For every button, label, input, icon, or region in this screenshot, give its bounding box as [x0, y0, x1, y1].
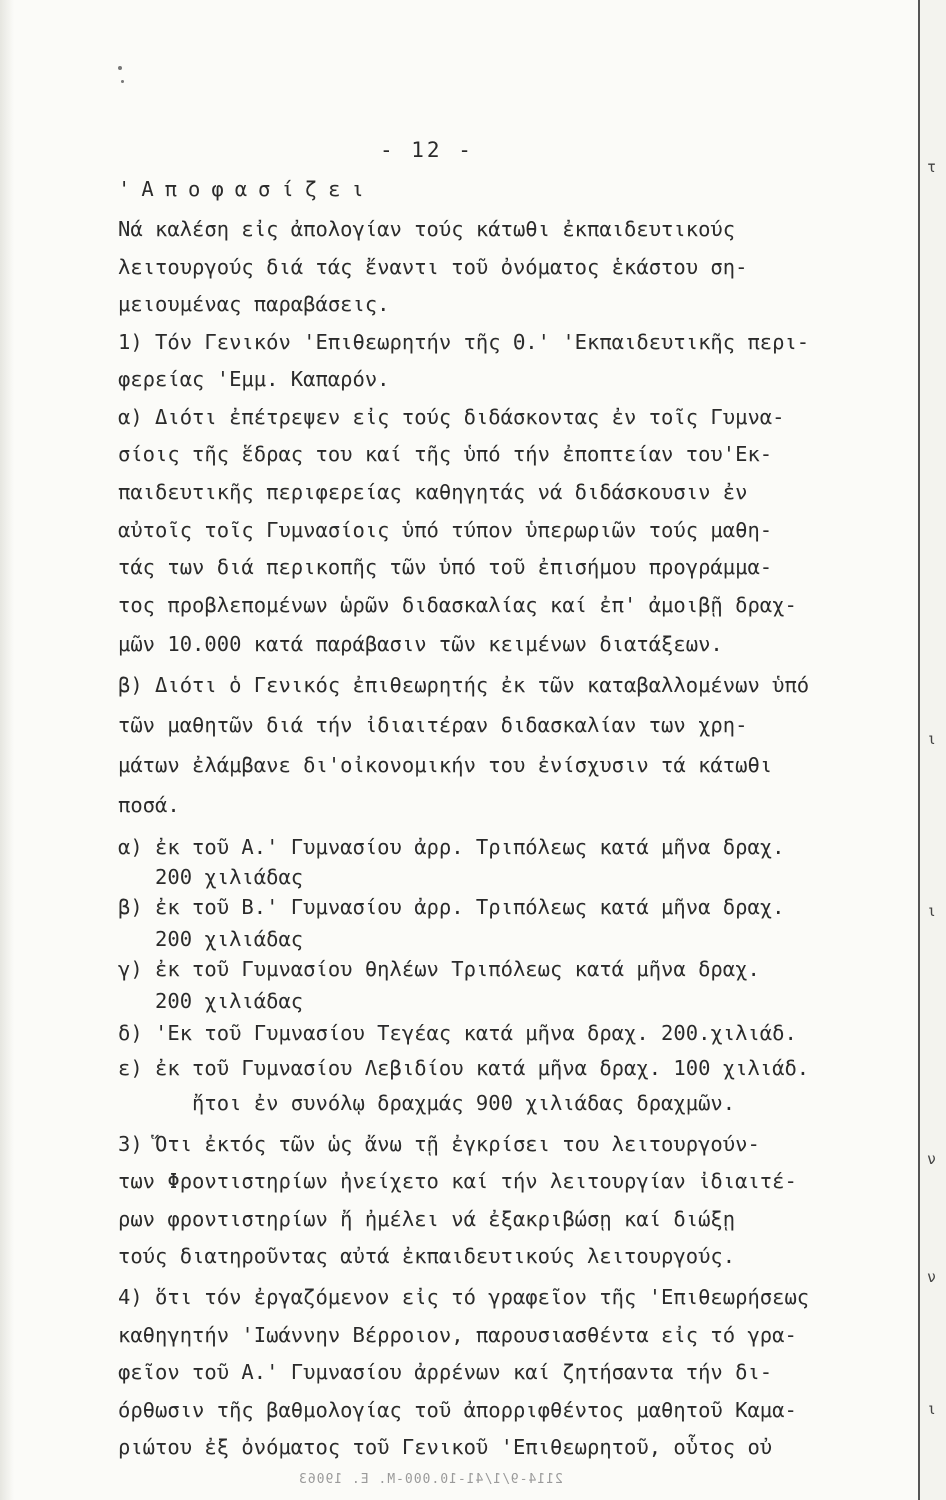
- margin-mark: τ: [927, 158, 937, 176]
- text-line: μῶν 10.000 κατά παράβασιν τῶν κειμένων διατάξεων.: [118, 632, 723, 656]
- text-line: β) Διότι ὁ Γενικός ἐπιθεωρητής ἐκ τῶν καταβαλλομένων ὑπό: [118, 673, 810, 697]
- text-line: ριώτου ἐξ ὀνόματος τοῦ Γενικοῦ 'Επιθεωρητοῦ, οὗτος οὐ: [118, 1435, 773, 1459]
- text-line: αὐτοῖς τοῖς Γυμνασίοις ὑπό τύπον ὑπερωριῶν τούς μαθη-: [118, 518, 773, 542]
- sub-item-line: β) ἐκ τοῦ Β.' Γυμνασίου ἀρρ. Τριπόλεως κατά μῆνα δραχ.: [118, 895, 785, 919]
- sub-item-line: ε) ἐκ τοῦ Γυμνασίου Λεβιδίου κατά μῆνα δραχ. 100 χιλιάδ.: [118, 1056, 810, 1080]
- text-line: φεῖον τοῦ Α.' Γυμνασίου ἀρρένων καί ζητήσαντα τήν δι-: [118, 1360, 773, 1384]
- sub-item-line: α) ἐκ τοῦ Α.' Γυμνασίου ἀρρ. Τριπόλεως κατά μῆνα δραχ.: [118, 835, 785, 859]
- text-line: όρθωσιν τῆς βαθμολογίας τοῦ ἀπορριφθέντος μαθητοῦ Καμα-: [118, 1398, 797, 1422]
- text-line: α) Διότι ἐπέτρεψεν εἰς τούς διδάσκοντας ἐν τοῖς Γυμνα-: [118, 405, 785, 429]
- text-line: καθηγητήν 'Ιωάννην Βέρροιον, παρουσιασθέντα εἰς τό γρα-: [118, 1323, 797, 1347]
- sub-item-line: 200 χιλιάδας: [118, 989, 304, 1013]
- margin-mark: ν: [927, 1150, 937, 1168]
- text-line: 3) Ὅτι ἐκτός τῶν ὡς ἄνω τῇ ἐγκρίσει του λειτουργούν-: [118, 1132, 760, 1156]
- heading-decides: 'Αποφασίζει: [118, 177, 375, 201]
- total-line: ἤτοι ἐν συνόλῳ δραχμάς 900 χιλιάδας δραχμῶν.: [118, 1091, 736, 1115]
- printer-imprint: 2114-9/1/41-10.000-M. E. 19063: [298, 1472, 563, 1487]
- text-line: τῶν μαθητῶν διά τήν ἰδιαιτέραν διδασκαλίαν των χρη-: [118, 713, 748, 737]
- text-line: μειουμένας παραβάσεις.: [118, 292, 390, 316]
- text-line: σίοις τῆς ἕδρας του καί τῆς ὑπό τήν ἐποπτείαν του'Εκ-: [118, 442, 773, 466]
- ink-speck: [118, 66, 122, 70]
- sub-item-line: δ) 'Εκ τοῦ Γυμνασίου Τεγέας κατά μῆνα δραχ. 200.χιλιάδ.: [118, 1021, 797, 1045]
- text-line: ποσά.: [118, 793, 180, 817]
- text-line: τούς διατηροῦντας αὐτά ἐκπαιδευτικούς λειτουργούς.: [118, 1244, 736, 1268]
- sub-item-line: γ) ἐκ τοῦ Γυμνασίου θηλέων Τριπόλεως κατά μῆνα δραχ.: [118, 957, 760, 981]
- text-line: Νά καλέση εἰς ἀπολογίαν τούς κάτωθι ἐκπαιδευτικούς: [118, 217, 736, 241]
- margin-mark: ι: [927, 902, 937, 920]
- page-left-edge: [0, 0, 14, 1500]
- text-line: τος προβλεπομένων ὡρῶν διδασκαλίας καί ἐπ' ἀμοιβῇ δραχ-: [118, 593, 797, 617]
- sub-item-line: 200 χιλιάδας: [118, 865, 304, 889]
- margin-mark: ν: [927, 1268, 937, 1286]
- text-line: 4) ὅτι τόν ἐργαζόμενον εἰς τό γραφεῖον τῆς 'Επιθεωρήσεως: [118, 1285, 810, 1309]
- text-line: παιδευτικῆς περιφερείας καθηγητάς νά διδάσκουσιν ἐν: [118, 480, 748, 504]
- text-line: λειτουργούς διά τάς ἔναντι τοῦ ὀνόματος ἑκάστου ση-: [118, 255, 748, 279]
- text-line: ρων φροντιστηρίων ἤ ἠμέλει νά ἐξακριβώσῃ καί διώξῃ: [118, 1207, 736, 1231]
- margin-mark: ι: [927, 730, 937, 748]
- ink-speck: [121, 80, 124, 83]
- binding-fold-line: [918, 0, 920, 1500]
- text-line: μάτων ἐλάμβανε δι'οἰκονομικήν του ἐνίσχυσιν τά κάτωθι: [118, 753, 773, 777]
- margin-mark: ι: [927, 1400, 937, 1418]
- sub-item-line: 200 χιλιάδας: [118, 927, 304, 951]
- page-number: - 12 -: [380, 138, 474, 162]
- text-line: τάς των διά περικοπῆς τῶν ὑπό τοῦ ἐπισήμου προγράμμα-: [118, 555, 773, 579]
- text-line: των Φροντιστηρίων ἠνείχετο καί τήν λειτουργίαν ἰδιαιτέ-: [118, 1169, 797, 1193]
- text-line: 1) Τόν Γενικόν 'Επιθεωρητήν τῆς Θ.' 'Εκπαιδευτικῆς περι-: [118, 330, 810, 354]
- text-line: φερείας 'Εμμ. Καπαρόν.: [118, 367, 390, 391]
